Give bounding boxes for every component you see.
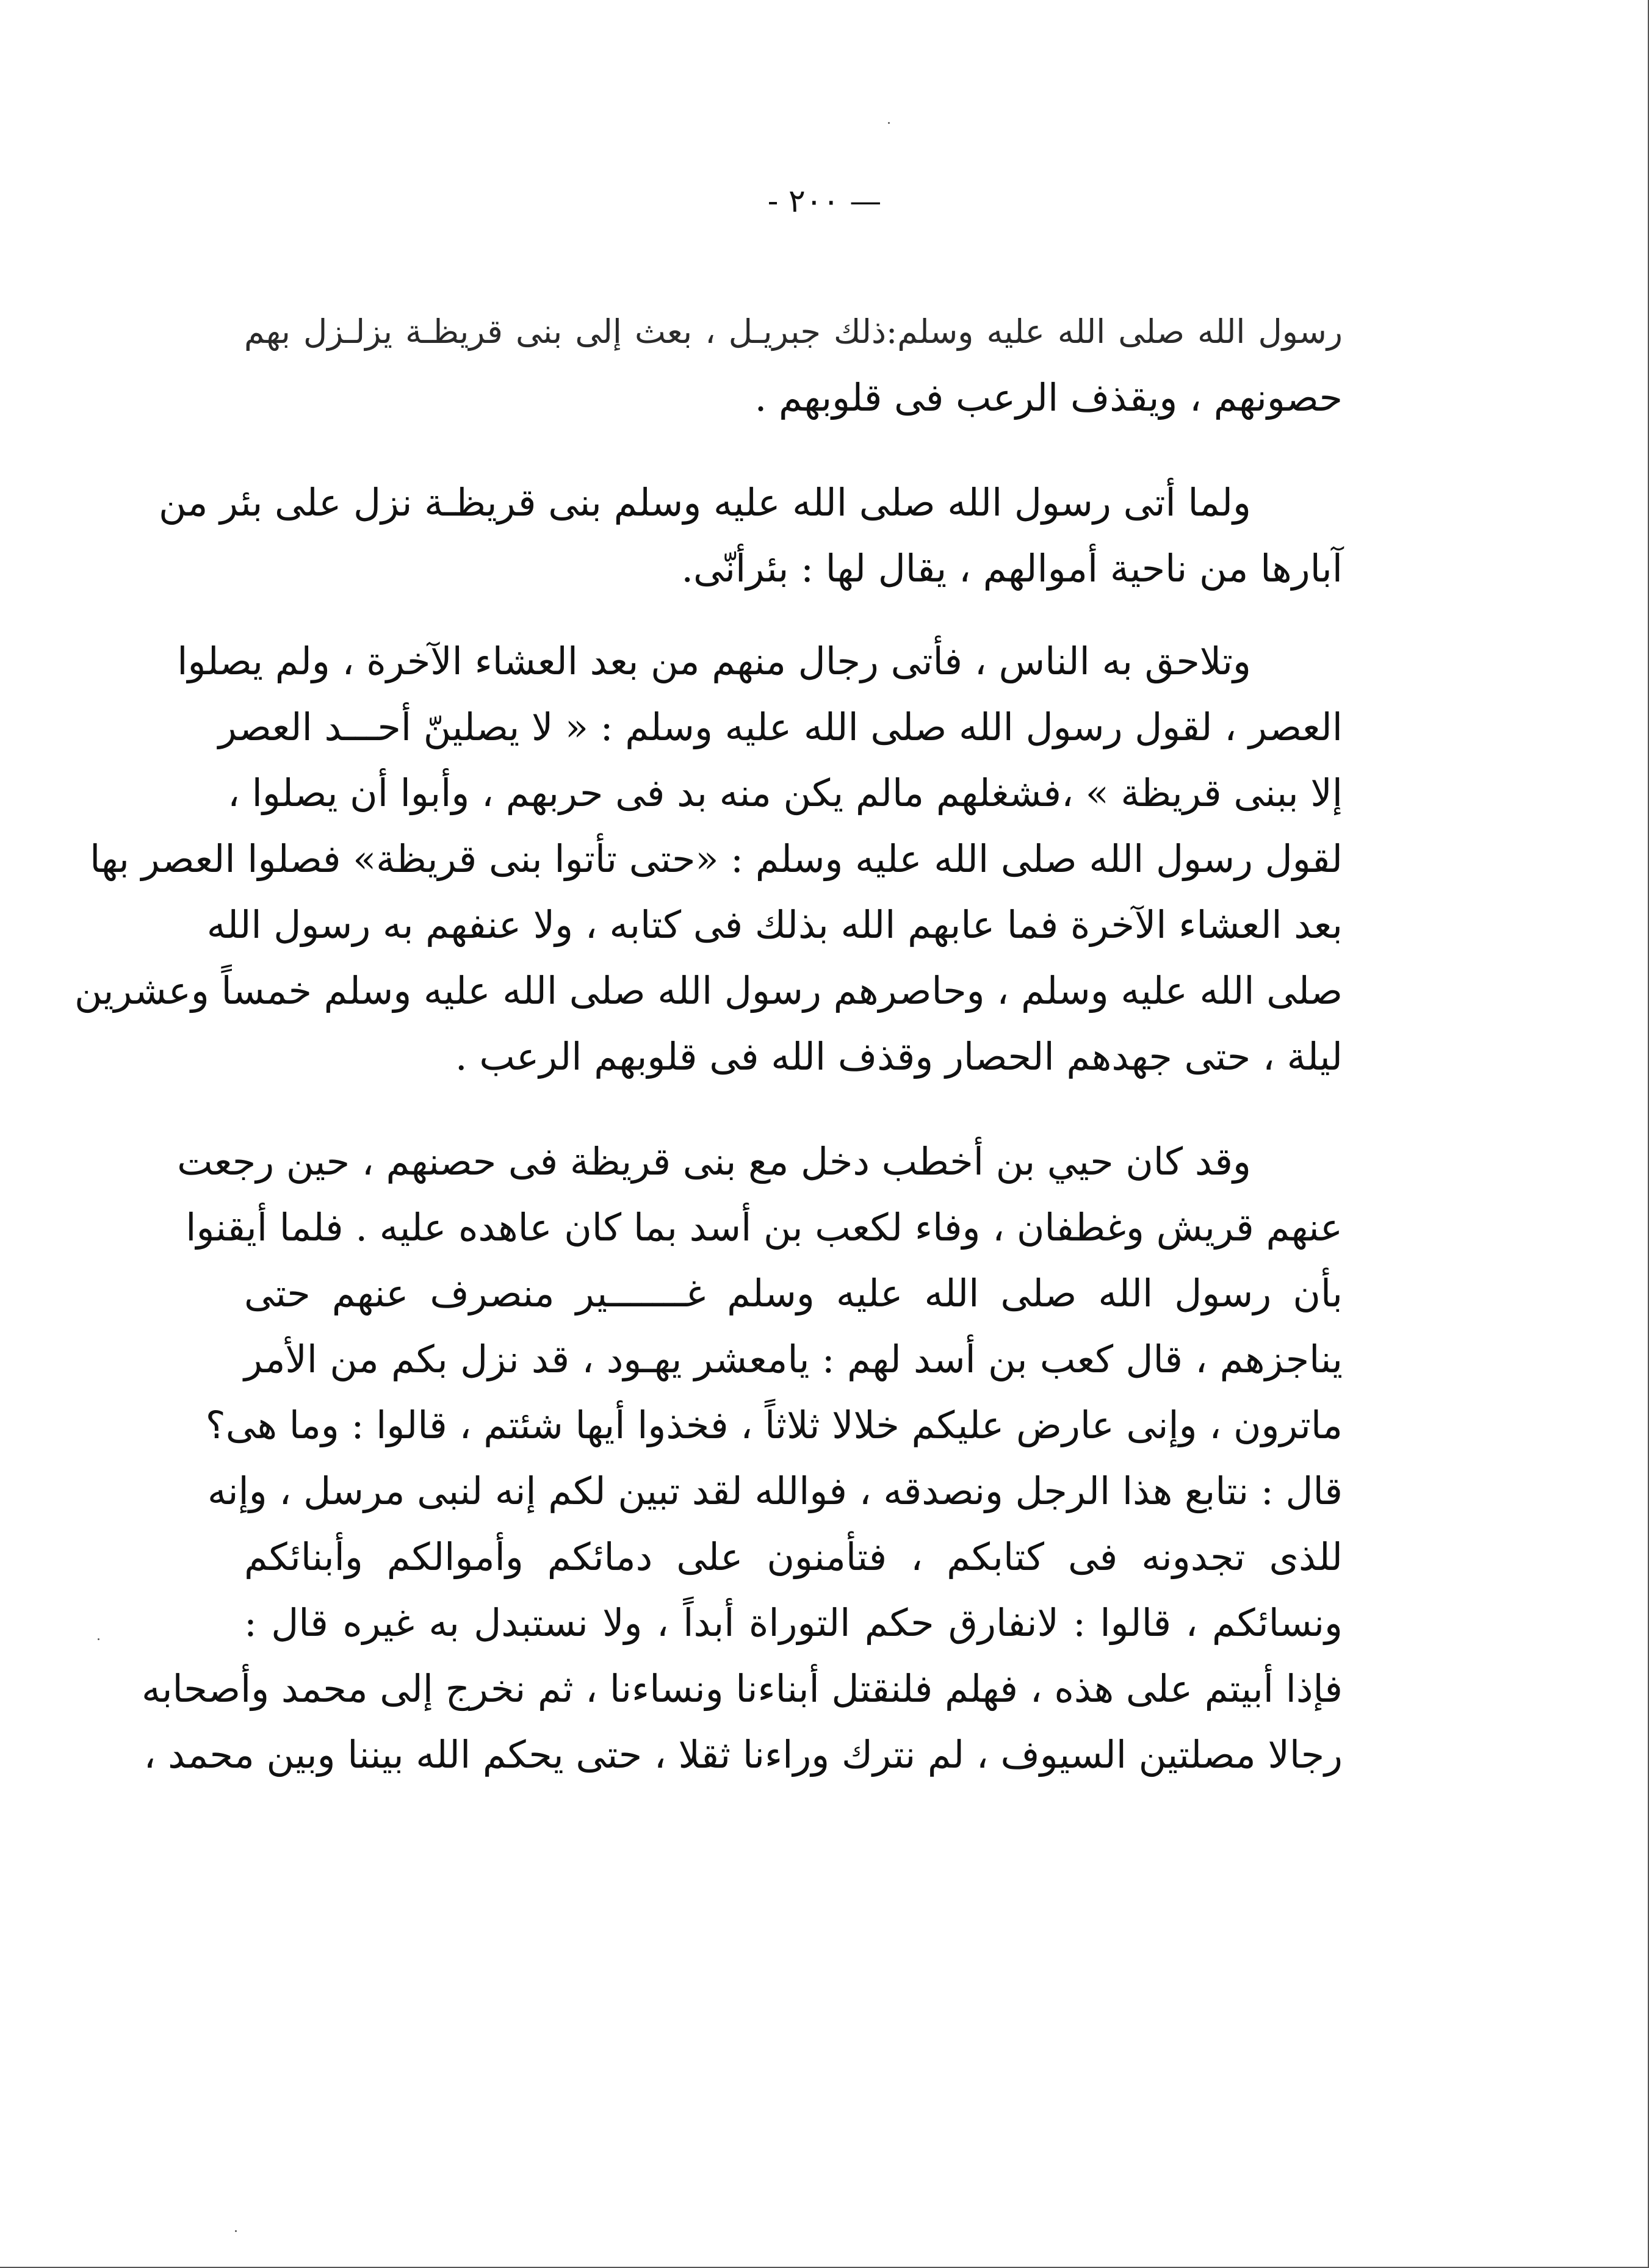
text-line: قال : نتابع هذا الرجل ونصدقه ، فوالله لقد تبين لكم إنه لنبى مرسل ، وإنه xyxy=(207,1469,1343,1513)
scan-speck xyxy=(888,122,890,124)
text-line: ماترون ، وإنى عارض عليكم خلالا ثلاثاً ، فخذوا أيها شئتم ، قالوا : وما هى؟ xyxy=(205,1403,1343,1447)
text-line: بأن رسول الله صلى الله عليه وسلم غـــــــير منصرف عنهم حتى xyxy=(244,1271,1343,1316)
text-line: إلا ببنى قريظة » ،فشغلهم مالم يكن منه بد فى حربهم ، وأبوا أن يصلوا ، xyxy=(227,771,1343,815)
paragraph-2 xyxy=(159,470,1343,602)
text-line: صلى الله عليه وسلم ، وحاصرهم رسول الله صلى الله عليه وسلم خمساً وعشرين xyxy=(74,968,1343,1013)
paragraph-1 xyxy=(244,299,1343,431)
text-line: ونسائكم ، قالوا : لانفارق حكم التوراة أبداً ، ولا نستبدل به غيره قال : xyxy=(244,1600,1343,1645)
page-number: — ٢٠٠ - xyxy=(767,183,882,220)
text-line: العصر ، لقول رسول الله صلى الله عليه وسلم : « لا يصلينّ أحـــد العصر xyxy=(218,705,1343,749)
text-line: وقد كان حيي بن أخطب دخل مع بنى قريظة فى حصنهم ، حين رجعت xyxy=(177,1139,1251,1184)
text-line: ليلة ، حتى جهدهم الحصار وقذف الله فى قلوبهم الرعب . xyxy=(455,1034,1343,1079)
text-line: لقول رسول الله صلى الله عليه وسلم : «حتى تأتوا بنى قريظة» فصلوا العصر بها xyxy=(90,837,1343,881)
text-line: وتلاحق به الناس ، فأتى رجال منهم من بعد العشاء الآخرة ، ولم يصلوا xyxy=(177,639,1251,683)
scan-speck xyxy=(98,1638,99,1640)
text-line: يناجزهم ، قال كعب بن أسد لهم : يامعشر يهـود ، قد نزل بكم من الأمر xyxy=(244,1337,1343,1381)
text-line: عنهم قريش وغطفان ، وفاء لكعب بن أسد بما كان عاهده عليه . فلما أيقنوا xyxy=(186,1205,1343,1250)
paragraph-3 xyxy=(74,628,1343,1090)
text-line: رسول الله صلى الله عليه وسلم:ذلك جبريـل ، بعث إلى بنى قريظـة يزلـزل بهم xyxy=(244,312,1343,351)
text-line: فإذا أبيتم على هذه ، فهلم فلنقتل أبناءنا ونساءنا ، ثم نخرج إلى محمد وأصحابه xyxy=(141,1666,1343,1711)
text-line: رجالا مصلتين السيوف ، لم نترك وراءنا ثقلا ، حتى يحكم الله بيننا وبين محمد ، xyxy=(143,1732,1343,1777)
text-line: بعد العشاء الآخرة فما عابهم الله بذلك فى كتابه ، ولا عنفهم به رسول الله xyxy=(206,902,1343,947)
text-body xyxy=(74,299,1343,1788)
text-line: آبارها من ناحية أموالهم ، يقال لها : بئرأنّى. xyxy=(681,546,1343,591)
paragraph-4 xyxy=(141,1129,1343,1788)
scan-speck xyxy=(235,2230,237,2232)
text-line: للذى تجدونه فى كتابكم ، فتأمنون على دمائكم وأموالكم وأبنائكم xyxy=(244,1535,1343,1579)
text-line: ولما أتى رسول الله صلى الله عليه وسلم بنى قريظـة نزل على بئر من xyxy=(159,480,1251,525)
text-line: حصونهم ، ويقذف الرعب فى قلوبهم . xyxy=(754,375,1343,420)
